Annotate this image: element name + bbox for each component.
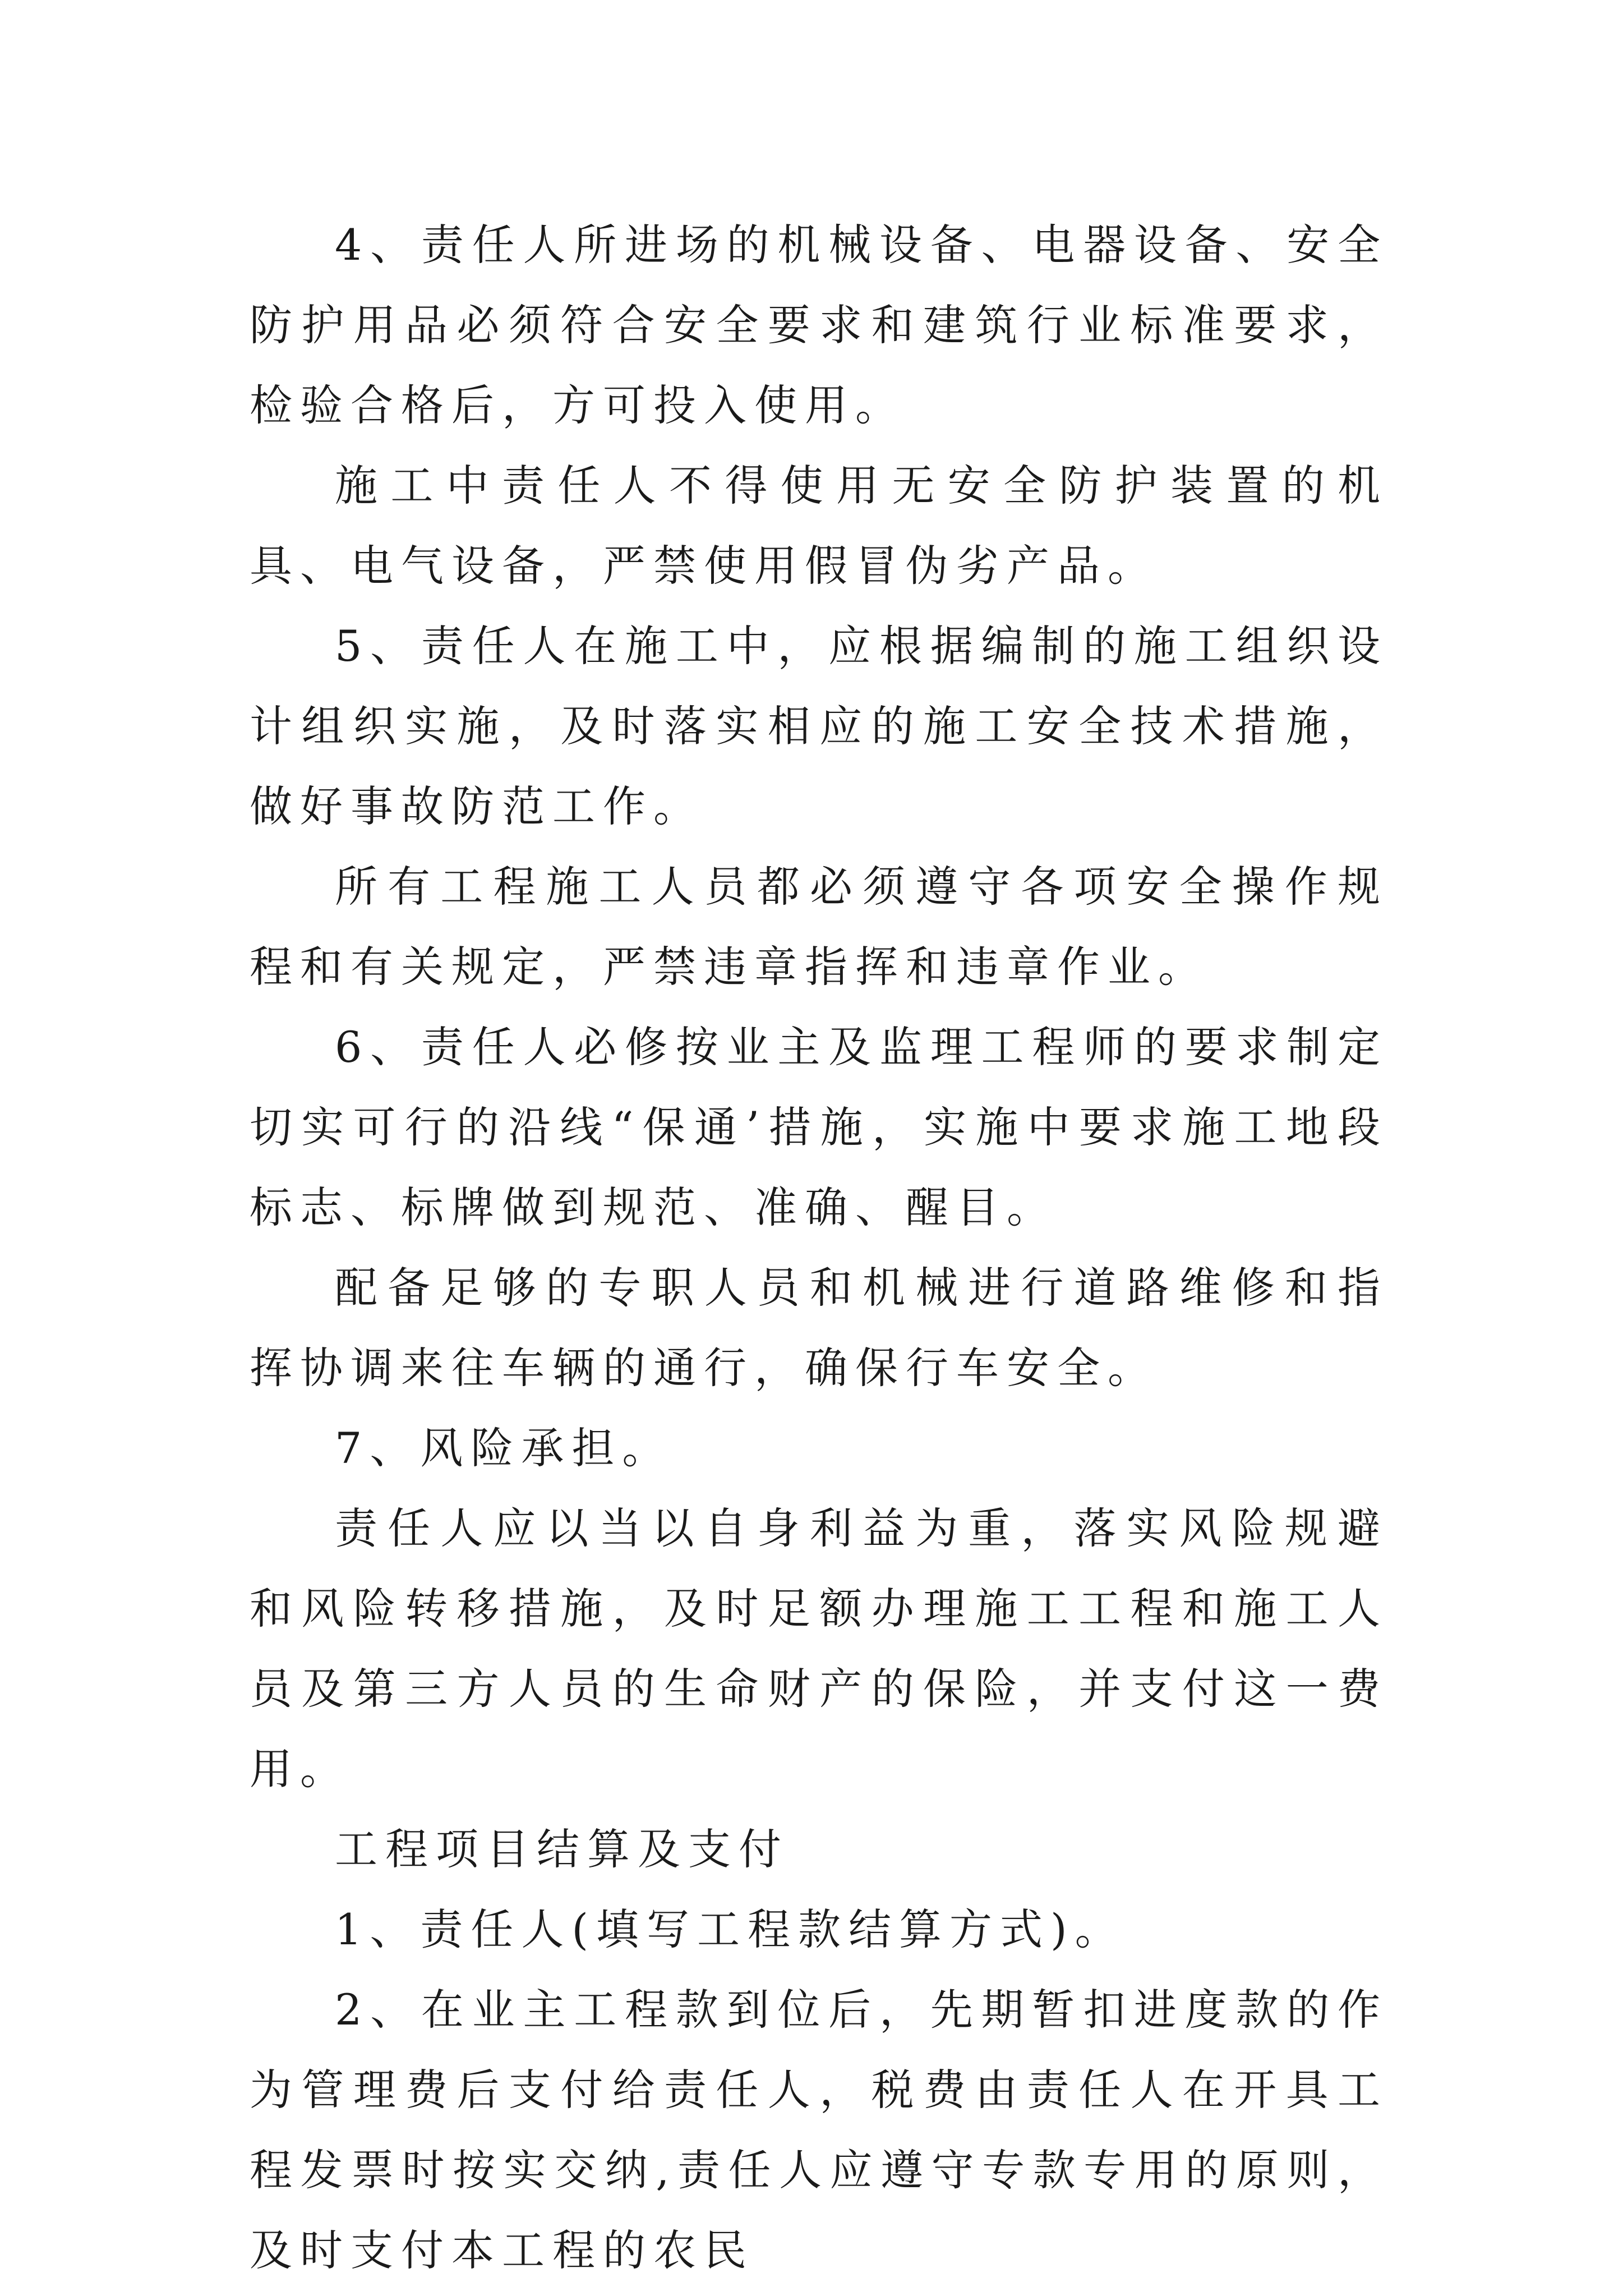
paragraph-item-7: 7、风险承担。 [335,1423,673,1473]
paragraph-item-5: 5、责任人在施工中，应根据编制的施工组织设计组织实施，及时落实相应的施工安全技术措施，做好事故防范工作。 [250,621,1388,831]
section-heading-settlement: 工程项目结算及支付 [335,1824,789,1874]
paragraph-risk-insurance: 责任人应以当以自身利益为重，落实风险规避和风险转移措施，及时足额办理施工工程和施工人员及第三方人员的生命财产的保险，并支付这一费用。 [250,1503,1388,1794]
paragraph-item-4: 4、责任人所进场的机械设备、电器设备、安全防护用品必须符合安全要求和建筑行业标准要求，检验合格后，方可投入使用。 [250,220,1388,430]
paragraph-item-6: 6、责任人必修按业主及监理工程师的要求制定切实可行的沿线“保通’措施，实施中要求施工地段标志、标牌做到规范、准确、醒目。 [250,1022,1388,1232]
paragraph-safety-rules: 所有工程施工人员都必须遵守各项安全操作规程和有关规定，严禁违章指挥和违章作业。 [250,862,1388,992]
document-body [250,205,1388,2290]
paragraph-settlement-2: 2、在业主工程款到位后，先期暂扣进度款的作为管理费后支付给责任人，税费由责任人在开具工程发票时按实交纳,责任人应遵守专款专用的原则，及时支付本工程的农民 [250,1985,1388,2275]
paragraph-traffic-staff: 配备足够的专职人员和机械进行道路维修和指挥协调来往车辆的通行，确保行车安全。 [250,1263,1388,1393]
paragraph-equipment-ban: 施工中责任人不得使用无安全防护装置的机具、电气设备，严禁使用假冒伪劣产品。 [250,461,1388,591]
paragraph-settlement-1: 1、责任人(填写工程款结算方式)。 [335,1904,1126,1954]
